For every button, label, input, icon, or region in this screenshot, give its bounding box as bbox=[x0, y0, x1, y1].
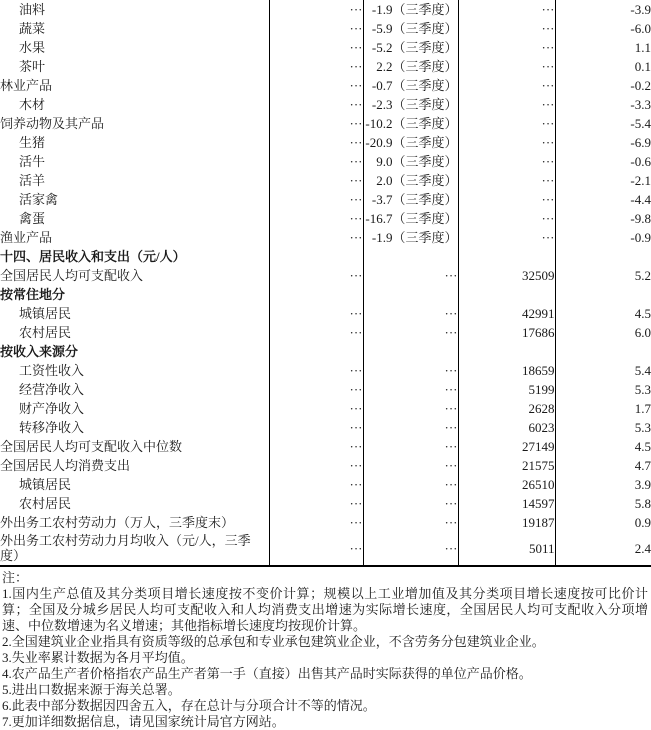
value-cell: 0.9 bbox=[555, 513, 651, 532]
indicator-name: 工资性收入 bbox=[19, 363, 85, 378]
value-cell: ··· bbox=[269, 19, 363, 38]
value-cell: -0.2 bbox=[555, 76, 651, 95]
note-item: 1.国内生产总值及其分类项目增长速度按不变价计算；规模以上工业增加值及其分类项目增长速度按可比价计算；全国及分城乡居民人均可支配收入和人均消费支出增速为实际增长速度，全国居民人均可支配收入分项增速、中位数增速为名义增速；其他指标增长速度均按现价计算。 bbox=[2, 586, 648, 633]
table-row bbox=[0, 304, 651, 323]
value-cell: ··· bbox=[269, 76, 363, 95]
value-cell: ··· bbox=[269, 304, 363, 323]
value-cell: ··· bbox=[269, 494, 363, 513]
indicator-name: 全国居民人均消费支出 bbox=[0, 458, 131, 473]
indicator-name: 外出务工农村劳动力月均收入（元/人，三季度） bbox=[0, 533, 251, 563]
table-row bbox=[0, 171, 651, 190]
value-cell: 5.2 bbox=[555, 266, 651, 285]
value-cell: 18659 bbox=[458, 361, 555, 380]
value-cell: ··· bbox=[269, 209, 363, 228]
value-cell bbox=[363, 285, 458, 304]
value-cell: 5.3 bbox=[555, 418, 651, 437]
table-row bbox=[0, 190, 651, 209]
value-cell bbox=[458, 247, 555, 266]
value-cell: ··· bbox=[458, 228, 555, 247]
value-cell: ··· bbox=[458, 133, 555, 152]
indicator-name: 茶叶 bbox=[19, 59, 46, 74]
value-cell bbox=[363, 342, 458, 361]
indicator-name: 城镇居民 bbox=[19, 306, 72, 321]
note-item: 4.农产品生产者价格指农产品生产者第一手（直接）出售其产品时实际获得的单位产品价格。 bbox=[2, 666, 532, 681]
note-item: 3.失业率累计数据为各月平均值。 bbox=[2, 650, 194, 665]
value-cell: 32509 bbox=[458, 266, 555, 285]
note-item: 6.此表中部分数据因四舍五入，存在总计与分项合计不等的情况。 bbox=[2, 698, 376, 713]
note-item: 7.更加详细数据信息，请见国家统计局官方网站。 bbox=[2, 714, 285, 729]
notes bbox=[0, 567, 651, 730]
table-row bbox=[0, 19, 651, 38]
value-cell: ··· bbox=[269, 361, 363, 380]
value-cell: ··· bbox=[363, 361, 458, 380]
value-cell bbox=[555, 342, 651, 361]
value-cell: 4.5 bbox=[555, 304, 651, 323]
value-cell: ··· bbox=[269, 399, 363, 418]
note-item: 2.全国建筑业企业指具有资质等级的总承包和专业承包建筑业企业，不含劳务分包建筑业企业。 bbox=[2, 634, 545, 649]
value-cell: -5.9（三季度） bbox=[363, 19, 458, 38]
value-cell: 9.0（三季度） bbox=[363, 152, 458, 171]
indicator-name: 按常住地分 bbox=[0, 287, 66, 302]
value-cell: 14597 bbox=[458, 494, 555, 513]
indicator-name: 渔业产品 bbox=[0, 230, 53, 245]
value-cell: -0.7（三季度） bbox=[363, 76, 458, 95]
value-cell: 3.9 bbox=[555, 475, 651, 494]
value-cell: ··· bbox=[269, 171, 363, 190]
table-row bbox=[0, 152, 651, 171]
notes-header: 注： bbox=[2, 570, 29, 585]
value-cell: 5199 bbox=[458, 380, 555, 399]
value-cell: ··· bbox=[269, 38, 363, 57]
value-cell: 5011 bbox=[458, 532, 555, 566]
value-cell bbox=[269, 285, 363, 304]
value-cell: ··· bbox=[458, 38, 555, 57]
indicator-name: 活牛 bbox=[19, 154, 46, 169]
value-cell: -6.0 bbox=[555, 19, 651, 38]
indicator-name: 十四、居民收入和支出（元/人） bbox=[0, 249, 186, 264]
value-cell: -1.9（三季度） bbox=[363, 228, 458, 247]
value-cell: -9.8 bbox=[555, 209, 651, 228]
value-cell: ··· bbox=[363, 266, 458, 285]
value-cell: -0.6 bbox=[555, 152, 651, 171]
value-cell: ··· bbox=[269, 0, 363, 19]
value-cell: -20.9（三季度） bbox=[363, 133, 458, 152]
table-row bbox=[0, 475, 651, 494]
indicator-name: 饲养动物及其产品 bbox=[0, 116, 105, 131]
indicator-name: 财产净收入 bbox=[19, 401, 85, 416]
value-cell: 5.4 bbox=[555, 361, 651, 380]
indicator-name: 外出务工农村劳动力（万人，三季度末） bbox=[0, 515, 235, 530]
note-item: 5.进出口数据来源于海关总署。 bbox=[2, 682, 181, 697]
value-cell: 6.0 bbox=[555, 323, 651, 342]
value-cell: ··· bbox=[363, 532, 458, 566]
table-row bbox=[0, 437, 651, 456]
value-cell bbox=[458, 342, 555, 361]
value-cell: ··· bbox=[269, 323, 363, 342]
indicator-name: 蔬菜 bbox=[19, 21, 46, 36]
value-cell: ··· bbox=[363, 513, 458, 532]
value-cell: ··· bbox=[458, 19, 555, 38]
value-cell: ··· bbox=[458, 114, 555, 133]
value-cell: ··· bbox=[363, 399, 458, 418]
value-cell: -2.3（三季度） bbox=[363, 95, 458, 114]
indicator-name: 禽蛋 bbox=[19, 211, 46, 226]
value-cell: ··· bbox=[269, 475, 363, 494]
indicator-name: 全国居民人均可支配收入 bbox=[0, 268, 144, 283]
value-cell: 2.0（三季度） bbox=[363, 171, 458, 190]
value-cell: 19187 bbox=[458, 513, 555, 532]
value-cell: -16.7（三季度） bbox=[363, 209, 458, 228]
value-cell: 17686 bbox=[458, 323, 555, 342]
indicator-name: 活家禽 bbox=[19, 192, 59, 207]
value-cell: ··· bbox=[363, 380, 458, 399]
indicator-name: 水果 bbox=[19, 40, 46, 55]
value-cell bbox=[269, 342, 363, 361]
value-cell bbox=[458, 285, 555, 304]
value-cell: 2.4 bbox=[555, 532, 651, 566]
value-cell: ··· bbox=[269, 57, 363, 76]
value-cell: ··· bbox=[269, 380, 363, 399]
table-row bbox=[0, 38, 651, 57]
table-row bbox=[0, 57, 651, 76]
table-row bbox=[0, 456, 651, 475]
table-row bbox=[0, 361, 651, 380]
table-row bbox=[0, 247, 651, 266]
indicator-name: 按收入来源分 bbox=[0, 344, 79, 359]
value-cell: 42991 bbox=[458, 304, 555, 323]
value-cell: ··· bbox=[363, 418, 458, 437]
table-row bbox=[0, 266, 651, 285]
value-cell: ··· bbox=[458, 209, 555, 228]
table-row bbox=[0, 209, 651, 228]
value-cell bbox=[269, 247, 363, 266]
table-row bbox=[0, 494, 651, 513]
value-cell: -4.4 bbox=[555, 190, 651, 209]
value-cell: 6023 bbox=[458, 418, 555, 437]
indicator-name: 活羊 bbox=[19, 173, 46, 188]
value-cell: ··· bbox=[269, 190, 363, 209]
value-cell: ··· bbox=[363, 456, 458, 475]
value-cell: ··· bbox=[458, 76, 555, 95]
indicator-name: 生猪 bbox=[19, 135, 46, 150]
table-row bbox=[0, 380, 651, 399]
value-cell: -10.2（三季度） bbox=[363, 114, 458, 133]
value-cell: ··· bbox=[269, 95, 363, 114]
table-row bbox=[0, 418, 651, 437]
table-row bbox=[0, 133, 651, 152]
value-cell: ··· bbox=[458, 171, 555, 190]
value-cell: ··· bbox=[269, 133, 363, 152]
value-cell: -2.1 bbox=[555, 171, 651, 190]
table-row bbox=[0, 0, 651, 19]
value-cell: -5.4 bbox=[555, 114, 651, 133]
value-cell: -3.7（三季度） bbox=[363, 190, 458, 209]
value-cell: ··· bbox=[269, 532, 363, 566]
value-cell: ··· bbox=[269, 114, 363, 133]
value-cell: ··· bbox=[269, 456, 363, 475]
value-cell: 21575 bbox=[458, 456, 555, 475]
value-cell: ··· bbox=[363, 494, 458, 513]
indicator-name: 木材 bbox=[19, 97, 46, 112]
indicator-name: 农村居民 bbox=[19, 496, 72, 511]
value-cell: 2.2（三季度） bbox=[363, 57, 458, 76]
table-row bbox=[0, 114, 651, 133]
value-cell: 0.1 bbox=[555, 57, 651, 76]
indicator-name: 城镇居民 bbox=[19, 477, 72, 492]
table-row bbox=[0, 532, 651, 566]
table-row bbox=[0, 399, 651, 418]
indicator-name: 林业产品 bbox=[0, 78, 53, 93]
value-cell: ··· bbox=[269, 418, 363, 437]
value-cell: ··· bbox=[363, 323, 458, 342]
value-cell: -3.9 bbox=[555, 0, 651, 19]
value-cell: ··· bbox=[269, 152, 363, 171]
value-cell: ··· bbox=[458, 0, 555, 19]
indicator-name: 农村居民 bbox=[19, 325, 72, 340]
table-row bbox=[0, 95, 651, 114]
value-cell bbox=[555, 247, 651, 266]
value-cell: ··· bbox=[363, 304, 458, 323]
value-cell: ··· bbox=[269, 228, 363, 247]
value-cell: 2628 bbox=[458, 399, 555, 418]
value-cell: ··· bbox=[363, 475, 458, 494]
value-cell: ··· bbox=[269, 266, 363, 285]
table-row bbox=[0, 76, 651, 95]
table-row bbox=[0, 513, 651, 532]
table-row bbox=[0, 285, 651, 304]
value-cell: 1.7 bbox=[555, 399, 651, 418]
value-cell: ··· bbox=[458, 152, 555, 171]
value-cell: -0.9 bbox=[555, 228, 651, 247]
value-cell: 4.7 bbox=[555, 456, 651, 475]
indicator-name: 转移净收入 bbox=[19, 420, 85, 435]
table-row bbox=[0, 228, 651, 247]
table-row bbox=[0, 342, 651, 361]
value-cell: 5.3 bbox=[555, 380, 651, 399]
value-cell bbox=[363, 247, 458, 266]
value-cell: ··· bbox=[269, 437, 363, 456]
value-cell: -6.9 bbox=[555, 133, 651, 152]
value-cell: -1.9（三季度） bbox=[363, 0, 458, 19]
value-cell: 27149 bbox=[458, 437, 555, 456]
value-cell: ··· bbox=[269, 513, 363, 532]
value-cell: ··· bbox=[363, 437, 458, 456]
value-cell: -5.2（三季度） bbox=[363, 38, 458, 57]
indicator-name: 经营净收入 bbox=[19, 382, 85, 397]
indicator-name: 全国居民人均可支配收入中位数 bbox=[0, 439, 183, 454]
value-cell: -3.3 bbox=[555, 95, 651, 114]
table-row bbox=[0, 323, 651, 342]
value-cell bbox=[555, 285, 651, 304]
value-cell: ··· bbox=[458, 190, 555, 209]
indicator-name: 油料 bbox=[19, 2, 46, 17]
value-cell: ··· bbox=[458, 95, 555, 114]
value-cell: 5.8 bbox=[555, 494, 651, 513]
value-cell: 1.1 bbox=[555, 38, 651, 57]
value-cell: ··· bbox=[458, 57, 555, 76]
value-cell: 26510 bbox=[458, 475, 555, 494]
value-cell: 4.5 bbox=[555, 437, 651, 456]
